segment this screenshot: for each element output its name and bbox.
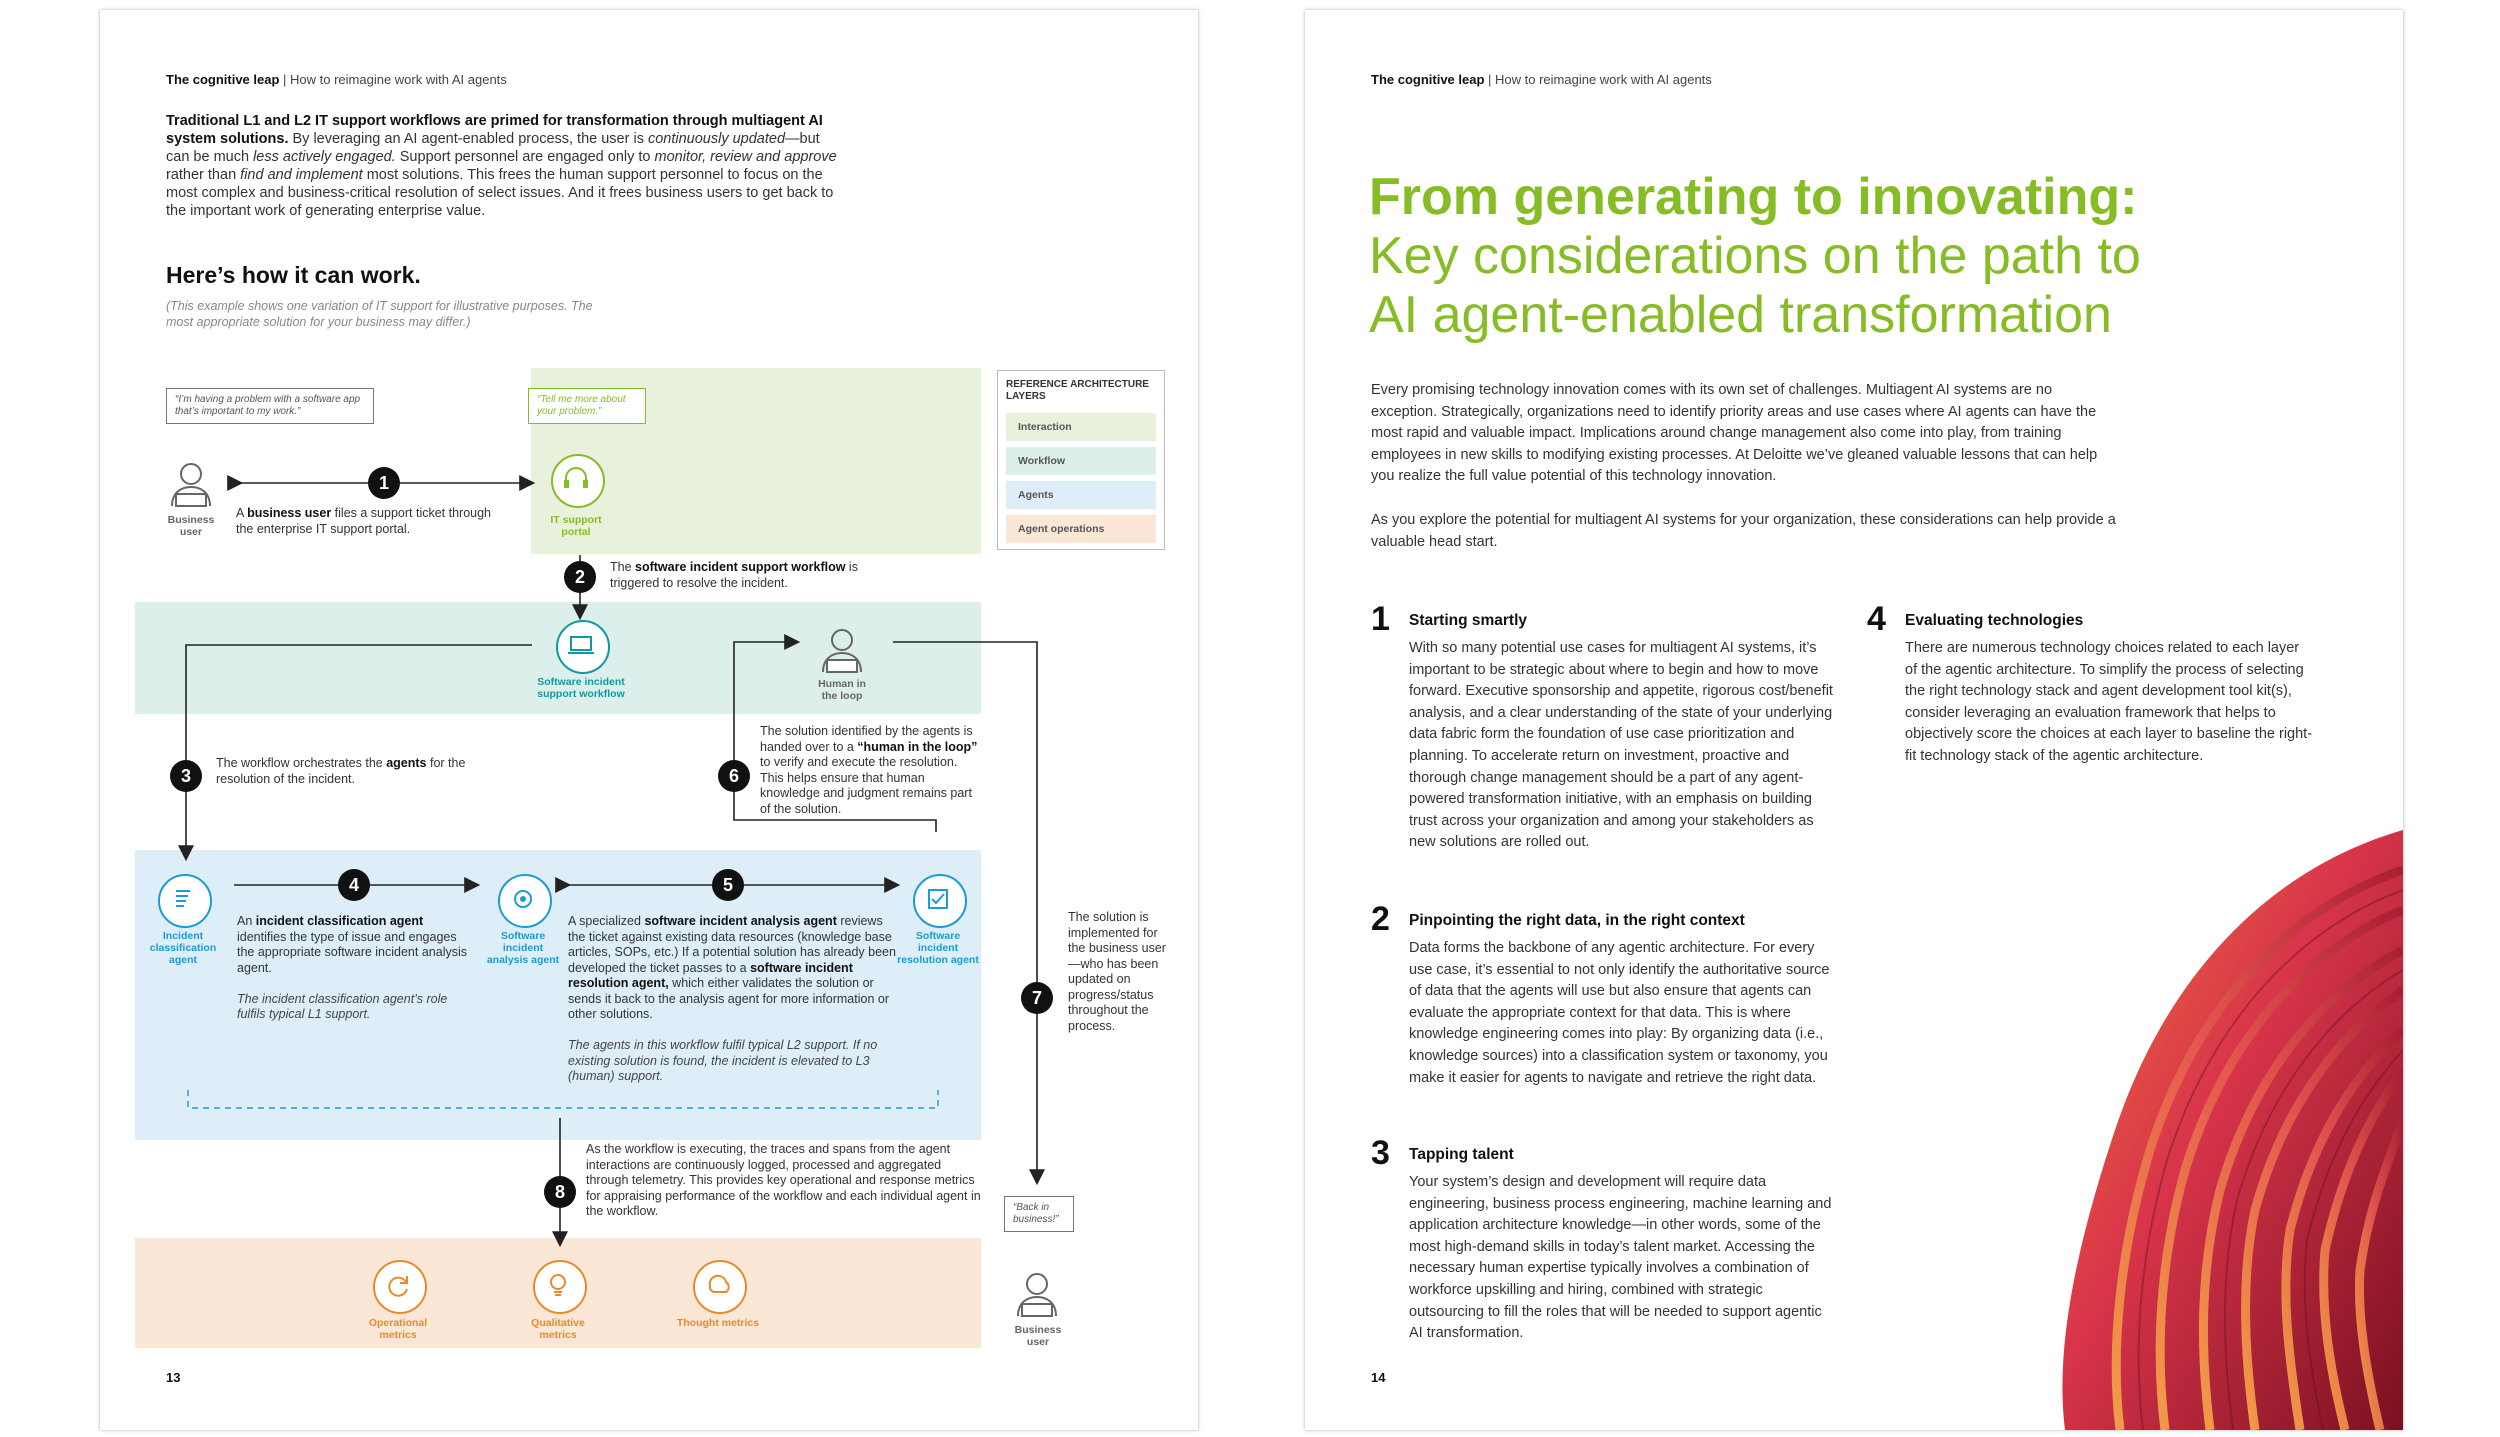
portal-speech-bubble: “Tell me more about your problem.” (528, 388, 646, 424)
refresh-icon (373, 1260, 427, 1314)
step-6-text: The solution identified by the agents is handed over to a “human in the loop” to verify and execute the resolution. This helps ensure that human knowledge and judgment remains part of the solution. (760, 724, 978, 816)
consideration-4-number: 4 (1867, 600, 1886, 638)
analysis-gear-icon (498, 874, 552, 928)
it-portal-label: IT support portal (550, 514, 602, 538)
legend-workflow: Workflow (1006, 447, 1156, 475)
brain-icon (693, 1260, 747, 1314)
consideration-4-text: There are numerous technology choices related to each layer of the agentic architecture. To simplify the process of selecting the right technology stack and agent development tool kit(s), consider leveraging an evaluation framework that helps to objectively score the choices at each layer to baseline the right-fit technology stack of the agentic architecture. (1905, 640, 2313, 764)
legend-interaction: Interaction (1006, 413, 1156, 441)
classification-agent-label: Incident classification agent (149, 930, 217, 966)
illustrative-note: (This example shows one variation of IT support for illustrative purposes. The most appropriate solution for your business may differ.) (166, 299, 593, 329)
intro-paragraph: Traditional L1 and L2 IT support workflows are primed for transformation through multiagent AI system solutions. By leveraging an AI agent-enabled process, the user is continuously updated—but can be much less actively engaged. Support personnel are engaged only to monitor, review and approve rather than find and implement most solutions. This frees the human support personnel to focus on the most complex and business-critical resolution of select issues. And it frees business users to get back to the important work of generating enterprise value. (166, 113, 837, 219)
business-user-label-2: Business user (1014, 1324, 1062, 1348)
resolution-agent-label: Software incident resolution agent (897, 930, 979, 966)
section-title: Here’s how it can work. (166, 262, 421, 288)
legend-title: REFERENCE ARCHITECTURE LAYERS (1006, 379, 1149, 402)
resolution-check-icon (913, 874, 967, 928)
title-bold: From generating to innovating: (1369, 168, 2138, 226)
thought-metrics-label: Thought metrics (676, 1317, 760, 1329)
step-5-text: A specialized software incident analysis agent reviews the ticket against existing data resources (knowledge base articles, SOPs, etc.) If a potential solution has already been developed the ticket passes to a software incident resolution agent, which either validates the solution or sends it back to the analysis agent for more information or other solutions. The agents in this workflow fulfil typical L2 support. If no existing solution is found, the incident is elevated to L3 (human) support. (568, 914, 896, 1083)
consideration-2-text: Data forms the backbone of any agentic architecture. For every use case, it’s essential to not only identify the authoritative source of data that the agents will use but also ensure that agents can evaluate the appropriate context for that data. This is where knowledge engineering comes into play: By organizing data (i.e., knowledge sources) into a classification system or taxonomy, you make it easier for agents to navigate and retrieve the right data. (1409, 940, 1830, 1086)
consideration-1-number: 1 (1371, 600, 1390, 638)
consideration-3-title: Tapping talent (1409, 1146, 1514, 1163)
step-7-text: The solution is implemented for the business user—who has been updated on progress/status throughout the process. (1068, 910, 1166, 1033)
analysis-agent-label: Software incident analysis agent (486, 930, 560, 966)
step-8-text: As the workflow is executing, the traces and spans from the agent interactions are continuously logged, processed and aggregated through telemetry. This provides key operational and response metrics for appraising performance of the workflow and each individual agent in the workflow. (586, 1142, 981, 1218)
page-title (1369, 168, 2269, 345)
workflow-label: Software incident support workflow (537, 676, 625, 700)
business-user-label: Business user (167, 514, 215, 538)
legend-agent-operations: Agent operations (1006, 515, 1156, 543)
second-paragraph: As you explore the potential for multiagent AI systems for your organization, these considerations can help provide a valuable head start. (1371, 512, 2116, 550)
person-icon (164, 456, 218, 510)
page-number: 13 (166, 1370, 181, 1385)
consideration-3-text: Your system’s design and development will require data engineering, business process engineering, machine learning and application architecture knowledge—in other words, some of the most high-demand skills in today’s talent market. Accessing the necessary human expertise typically involves a combination of workforce upskilling and hiring, combined with strategic outsourcing to fill the roles that will be needed to support agentic AI transformation. (1409, 1174, 1832, 1342)
reference-architecture-legend (997, 370, 1165, 550)
page-number: 14 (1371, 1370, 1386, 1385)
consideration-3-number: 3 (1371, 1134, 1390, 1172)
step-8-badge: 8 (544, 1176, 576, 1208)
right-page (1305, 10, 2403, 1430)
headset-icon (551, 454, 605, 508)
laptop-icon (556, 620, 610, 674)
step-1-badge: 1 (368, 467, 400, 499)
consideration-1-title: Starting smartly (1409, 612, 1528, 629)
lightbulb-icon (533, 1260, 587, 1314)
operational-metrics-label: Operational metrics (368, 1317, 428, 1341)
title-line-2: Key considerations on the path to (1369, 227, 2141, 285)
step-2-badge: 2 (564, 561, 596, 593)
classification-list-icon (158, 874, 212, 928)
step-5-badge: 5 (712, 869, 744, 901)
step-3-badge: 3 (170, 760, 202, 792)
step-2-text: The software incident support workflow is triggered to resolve the incident. (610, 560, 858, 590)
consideration-1-text: With so many potential use cases for multiagent AI systems, it’s important to be strategic about where to begin and how to move forward. Executive sponsorship and appetite, rigorous cost/benefit analysis, and a clear understanding of the state of your underlying data fabric form the foundation of use case prioritization and planning. To accelerate return on investment, proactive and thorough change management should be a part of any agent-powered transformation initiative, with an emphasis on building trust across your organization and among your stakeholders as new solutions are rolled out. (1409, 640, 1833, 851)
step-7-badge: 7 (1021, 982, 1053, 1014)
step-3-text: The workflow orchestrates the agents for the resolution of the incident. (216, 756, 466, 786)
qualitative-metrics-label: Qualitative metrics (531, 1317, 585, 1341)
step-4-text: An incident classification agent identifies the type of issue and engages the appropriate software incident analysis agent. The incident classification agent’s role fulfils typical L1 support. (237, 914, 467, 1021)
title-line-3: AI agent-enabled transformation (1369, 286, 2112, 344)
human-in-loop-icon (815, 622, 869, 676)
left-page (100, 10, 1198, 1430)
back-in-business-bubble: “Back in business!” (1004, 1196, 1074, 1232)
step-4-badge: 4 (338, 869, 370, 901)
abstract-ribbons-image (1905, 830, 2403, 1430)
step-1-text: A business user files a support ticket through the enterprise IT support portal. (236, 506, 492, 536)
page-header: The cognitive leap | How to reimagine work with AI agents (1371, 72, 1712, 87)
page-header: The cognitive leap | How to reimagine work with AI agents (166, 72, 507, 87)
consideration-2-number: 2 (1371, 900, 1390, 938)
person-icon (1010, 1266, 1064, 1320)
legend-agents: Agents (1006, 481, 1156, 509)
step-6-badge: 6 (718, 760, 750, 792)
human-in-loop-label: Human in the loop (818, 678, 866, 702)
consideration-2-title: Pinpointing the right data, in the right context (1409, 912, 1745, 929)
intro-paragraph: Every promising technology innovation comes with its own set of challenges. Multiagent AI systems are no exception. Strategically, organizations need to identify priority areas and use cases where AI agents can have the most rapid and valuable impact. Implications around change management also come into play, from training employees in new skills to modifying existing processes. At Deloitte we’ve gleaned valuable lessons that can help you realize the full value potential of this technology innovation. (1371, 382, 2098, 484)
user-speech-bubble: “I’m having a problem with a software app that’s important to my work.” (166, 388, 374, 424)
consideration-4-title: Evaluating technologies (1905, 612, 2084, 629)
